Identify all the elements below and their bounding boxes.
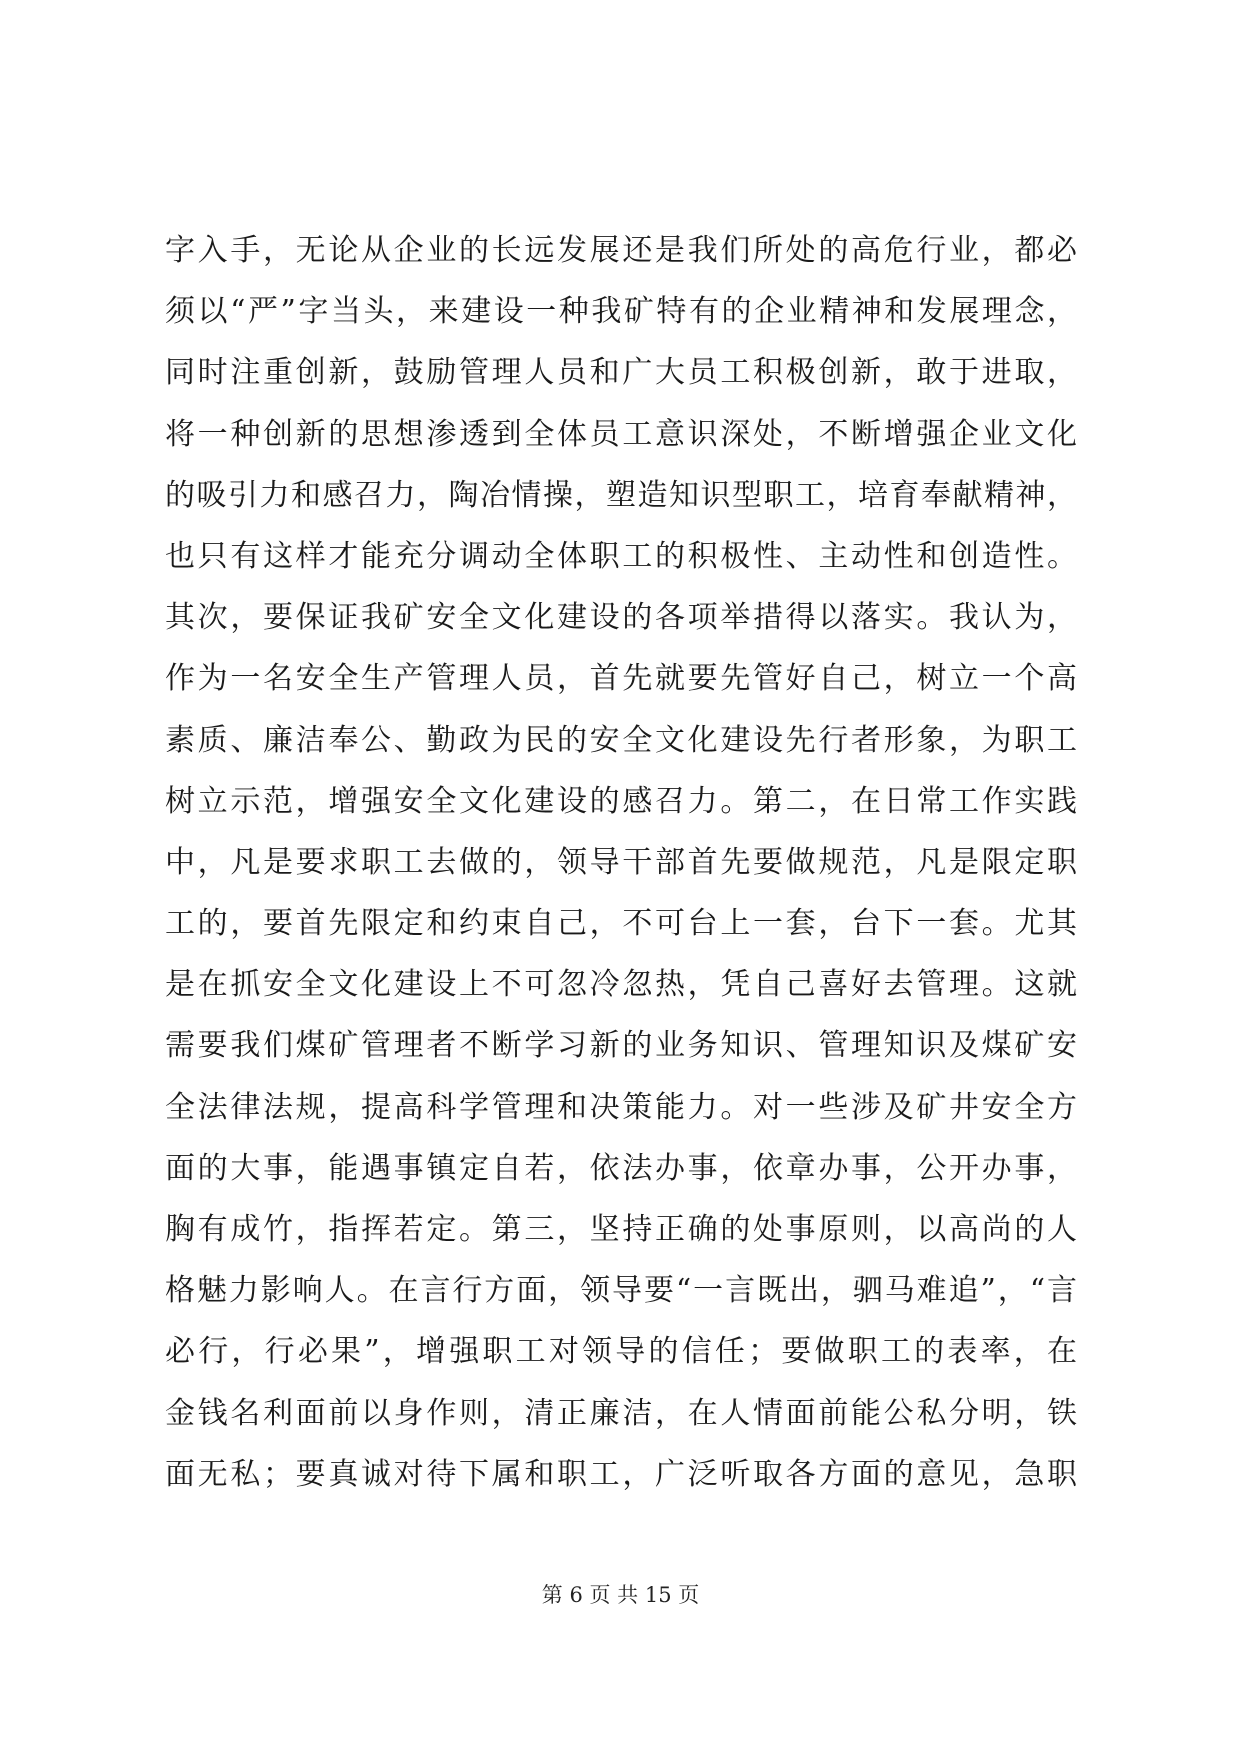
text-line: 中，凡是要求职工去做的，领导干部首先要做规范，凡是限定职: [165, 844, 1077, 880]
text-line: 树立示范，增强安全文化建设的感召力。第二，在日常工作实践: [165, 783, 1077, 819]
text-line: 工的，要首先限定和约束自己，不可台上一套，台下一套。尤其: [165, 906, 1077, 942]
text-line: 其次，要保证我矿安全文化建设的各项举措得以落实。我认为，: [165, 600, 1077, 636]
text-line: 需要我们煤矿管理者不断学习新的业务知识、管理知识及煤矿安: [165, 1028, 1077, 1064]
text-line: 须以“严”字当头，来建设一种我矿特有的企业精神和发展理念，: [165, 294, 1077, 330]
text-line: 胸有成竹，指挥若定。第三，坚持正确的处事原则，以高尚的人: [165, 1212, 1077, 1247]
text-line: 全法律法规，提高科学管理和决策能力。对一些涉及矿井安全方: [165, 1089, 1077, 1125]
text-line: 是在抓安全文化建设上不可忽冷忽热，凭自己喜好去管理。这就: [165, 967, 1077, 1003]
text-line: 字入手，无论从企业的长远发展还是我们所处的高危行业，都必: [165, 233, 1077, 268]
text-line: 作为一名安全生产管理人员，首先就要先管好自己，树立一个高: [165, 661, 1077, 697]
text-line: 必行，行必果”，增强职工对领导的信任；要做职工的表率，在: [165, 1334, 1077, 1370]
text-line: 素质、廉洁奉公、勤政为民的安全文化建设先行者形象，为职工: [165, 722, 1077, 758]
text-line: 同时注重创新，鼓励管理人员和广大员工积极创新，敢于进取，: [165, 355, 1077, 391]
text-line: 面无私；要真诚对待下属和职工，广泛听取各方面的意见，急职: [165, 1456, 1077, 1492]
text-line: 也只有这样才能充分调动全体职工的积极性、主动性和创造性。: [165, 538, 1077, 574]
body-text: [165, 220, 1077, 1505]
text-line: 的吸引力和感召力，陶冶情操，塑造知识型职工，培育奉献精神，: [165, 477, 1077, 513]
page-number-footer: 第 6 页 共 15 页: [541, 1583, 700, 1607]
text-line: 将一种创新的思想渗透到全体员工意识深处，不断增强企业文化: [165, 416, 1077, 452]
text-line: 面的大事，能遇事镇定自若，依法办事，依章办事，公开办事，: [165, 1150, 1077, 1186]
text-line: 金钱名利面前以身作则，清正廉洁，在人情面前能公私分明，铁: [165, 1395, 1077, 1431]
text-line: 格魅力影响人。在言行方面，领导要“一言既出，驷马难追”，“言: [165, 1273, 1077, 1309]
